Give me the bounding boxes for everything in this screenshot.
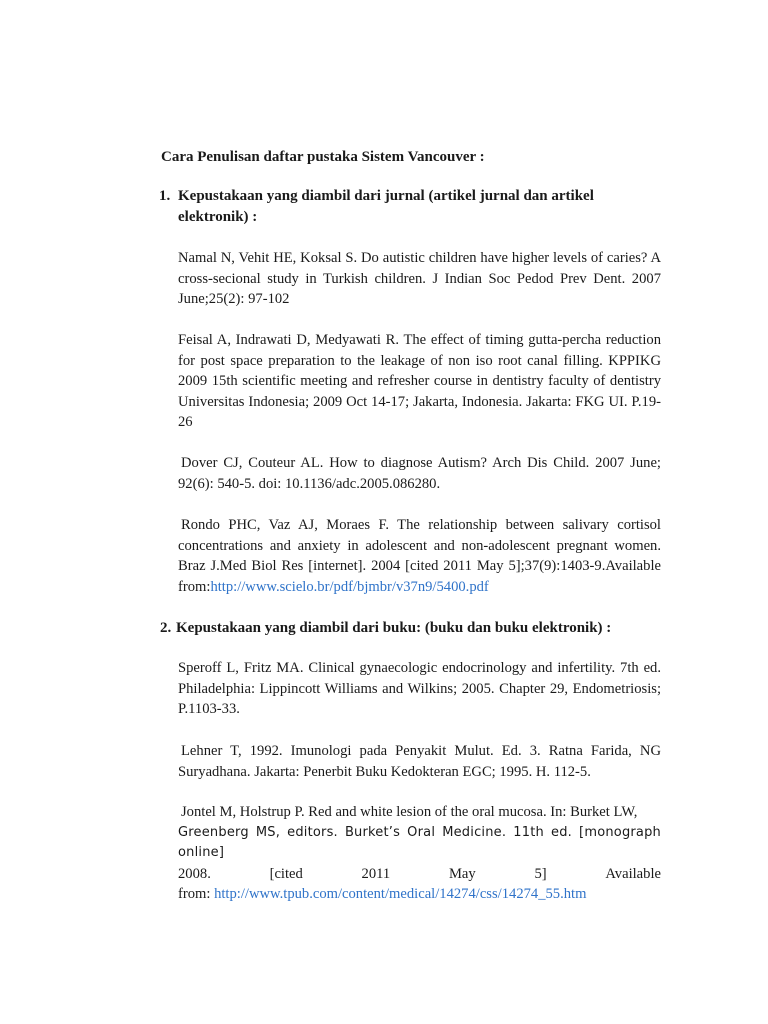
reference-word: Available — [605, 865, 661, 882]
reference-text-line: Greenberg MS, editors. Burket’s Oral Medicine. 11th ed. [monograph online] — [178, 824, 661, 861]
section-heading-text: Kepustakaan yang diambil dari buku: (buku dan buku elektronik) : — [176, 620, 612, 636]
reference-word: 2011 — [361, 865, 391, 882]
reference-speroff — [178, 658, 661, 720]
reference-text: Rondo PHC, Vaz AJ, Moraes F. The relationship between salivary cortisol concentrations and anxiety in adolescent and non-adolescent pregnant women. Braz J.Med Biol Res [internet]. 2004 [cited 2011 May 5];37(9):1403-9.Available from: — [178, 517, 661, 595]
reference-link-tpub[interactable]: http://www.tpub.com/content/medical/14274/css/14274_55.htm — [214, 886, 587, 903]
reference-text: from: — [178, 886, 215, 903]
section-heading-journal — [159, 186, 609, 228]
reference-word: 2008. — [178, 865, 211, 882]
reference-word: May — [448, 865, 476, 882]
reference-text: Lehner T, 1992. Imunologi pada Penyakit Mulut. Ed. 3. Ratna Farida, NG Suryadhana. Jakarta: Penerbit Buku Kedokteran EGC; 1995. H. 112-5. — [178, 743, 661, 780]
reference-namal — [178, 248, 661, 310]
page-title: Cara Penulisan daftar pustaka Sistem Vancouver : — [161, 149, 485, 165]
reference-text: Feisal A, Indrawati D, Medyawati R. The effect of timing gutta-percha reduction for post space preparation to the leakage of non iso root canal filling. KPPIKG 2009 15th scientific meeting and refresher course in dentistry faculty of dentistry Universitas Indonesia; 2009 Oct 14-17; Jakarta, Indonesia. Jakarta: FKG UI. P.19-26 — [178, 332, 661, 431]
reference-text: Dover CJ, Couteur AL. How to diagnose Autism? Arch Dis Child. 2007 June; 92(6): 540-5. doi: 10.1136/adc.2005.086280. — [178, 455, 661, 492]
section-number: 2. — [160, 620, 172, 636]
reference-lehner — [178, 741, 661, 782]
section-number: 1. — [159, 188, 171, 204]
reference-text: Speroff L, Fritz MA. Clinical gynaecologic endocrinology and infertility. 7th ed. Philadelphia: Lippincott Williams and Wilkins; 2005. Chapter 29, Endometriosis; P.1103-33. — [178, 660, 661, 718]
reference-jontel — [178, 802, 661, 905]
reference-link-scielo[interactable]: http://www.scielo.br/pdf/bjmbr/v37n9/5400.pdf — [210, 578, 489, 595]
reference-rondo — [178, 515, 661, 597]
reference-feisal — [178, 330, 661, 433]
section-heading-book — [160, 618, 680, 639]
reference-dover — [178, 453, 661, 494]
reference-text: Namal N, Vehit HE, Koksal S. Do autistic children have higher levels of caries? A cross-secional study in Turkish children. J Indian Soc Pedod Prev Dent. 2007 June;25(2): 97-102 — [178, 250, 661, 308]
reference-word: 5] — [534, 865, 547, 882]
reference-word: [cited — [269, 865, 303, 882]
section-heading-text: Kepustakaan yang diambil dari jurnal (artikel jurnal dan artikel elektronik) : — [178, 188, 594, 225]
reference-text-line: Jontel M, Holstrup P. Red and white lesion of the oral mucosa. In: Burket LW, — [181, 804, 638, 820]
reference-text-line — [178, 884, 661, 905]
reference-text-line — [178, 864, 661, 885]
